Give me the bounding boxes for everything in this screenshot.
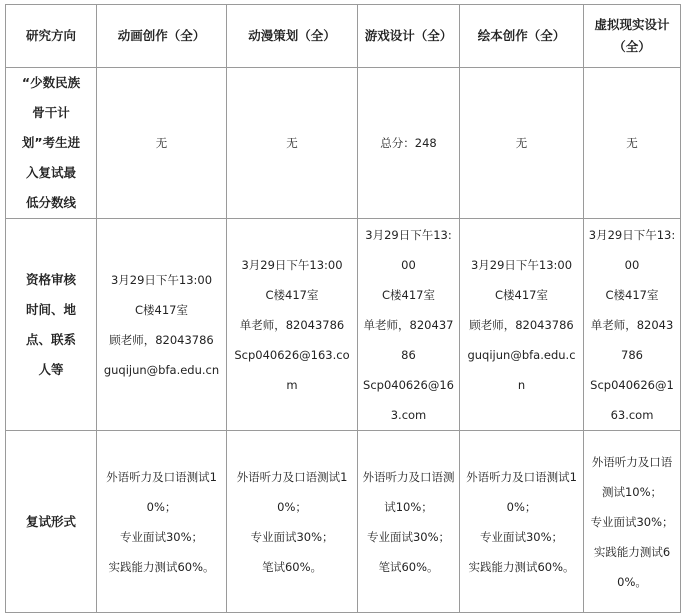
contact-email: Scp040626@163.com bbox=[590, 377, 674, 422]
cell-format-vr bbox=[584, 431, 681, 613]
row-label-qualification: 资格审核时间、地点、联系人等 bbox=[6, 219, 97, 431]
contact-person: 顾老师，82043786 bbox=[109, 332, 214, 347]
table-row-qualification bbox=[6, 219, 681, 431]
header-vr-design: 虚拟现实设计（全） bbox=[584, 5, 681, 68]
review-time: 3月29日下午13:00 bbox=[365, 227, 452, 272]
header-animation-planning: 动漫策划（全） bbox=[227, 5, 358, 68]
cell-qualification-planning bbox=[227, 219, 358, 431]
review-room: C楼417室 bbox=[382, 287, 435, 302]
review-time: 3月29日下午13:00 bbox=[110, 272, 213, 287]
language-test: 外语听力及口语测试10%； bbox=[362, 469, 455, 514]
contact-email: Scp040626@163.com bbox=[363, 377, 454, 422]
header-research-direction: 研究方向 bbox=[6, 5, 97, 68]
cell-format-planning bbox=[227, 431, 358, 613]
contact-person: 单老师，82043786 bbox=[363, 317, 454, 362]
contact-email: guqijun@bfa.edu.cn bbox=[103, 362, 220, 377]
review-room: C楼417室 bbox=[135, 302, 188, 317]
review-time: 3月29日下午13:00 bbox=[588, 227, 676, 272]
cell-min-score-vr: 无 bbox=[584, 68, 681, 219]
review-room: C楼417室 bbox=[495, 287, 548, 302]
language-test: 外语听力及口语测试10%； bbox=[236, 469, 348, 514]
contact-person: 单老师，82043786 bbox=[590, 317, 674, 362]
retest-info-table bbox=[5, 4, 681, 613]
practical-test: 实践能力测试60%。 bbox=[593, 544, 671, 589]
contact-email: guqijun@bfa.edu.cn bbox=[467, 347, 576, 392]
written-test: 笔试60%。 bbox=[261, 559, 323, 574]
review-time: 3月29日下午13:00 bbox=[241, 257, 343, 272]
cell-format-game bbox=[358, 431, 460, 613]
row-label-min-score: “少数民族骨干计划”考生进入复试最低分数线 bbox=[6, 68, 97, 219]
row-label-retest-format: 复试形式 bbox=[6, 431, 97, 613]
cell-format-animation bbox=[97, 431, 227, 613]
table-row-min-score bbox=[6, 68, 681, 219]
language-test: 外语听力及口语测试10%； bbox=[591, 454, 673, 499]
cell-min-score-picture-book: 无 bbox=[460, 68, 584, 219]
interview: 专业面试30%； bbox=[590, 514, 674, 529]
contact-email: Scp040626@163.com bbox=[234, 347, 350, 392]
cell-min-score-animation: 无 bbox=[97, 68, 227, 219]
language-test: 外语听力及口语测试10%； bbox=[106, 469, 217, 514]
language-test: 外语听力及口语测试10%； bbox=[466, 469, 577, 514]
review-room: C楼417室 bbox=[265, 287, 319, 302]
cell-min-score-game: 总分：248 bbox=[358, 68, 460, 219]
header-animation-creation: 动画创作（全） bbox=[97, 5, 227, 68]
practical-test: 实践能力测试60%。 bbox=[108, 559, 215, 574]
review-room: C楼417室 bbox=[605, 287, 659, 302]
cell-min-score-planning: 无 bbox=[227, 68, 358, 219]
interview: 专业面试30%； bbox=[366, 529, 451, 544]
interview: 专业面试30%； bbox=[479, 529, 564, 544]
contact-person: 单老师，82043786 bbox=[239, 317, 345, 332]
cell-qualification-picture-book bbox=[460, 219, 584, 431]
review-time: 3月29日下午13:00 bbox=[470, 257, 573, 272]
cell-qualification-vr bbox=[584, 219, 681, 431]
cell-qualification-animation bbox=[97, 219, 227, 431]
contact-person: 顾老师，82043786 bbox=[469, 317, 574, 332]
header-picture-book: 绘本创作（全） bbox=[460, 5, 584, 68]
cell-format-picture-book bbox=[460, 431, 584, 613]
header-row bbox=[6, 5, 681, 68]
header-game-design: 游戏设计（全） bbox=[358, 5, 460, 68]
table-row-retest-format bbox=[6, 431, 681, 613]
interview: 专业面试30%； bbox=[250, 529, 334, 544]
practical-test: 实践能力测试60%。 bbox=[468, 559, 575, 574]
written-test: 笔试60%。 bbox=[378, 559, 439, 574]
cell-qualification-game bbox=[358, 219, 460, 431]
interview: 专业面试30%； bbox=[119, 529, 204, 544]
